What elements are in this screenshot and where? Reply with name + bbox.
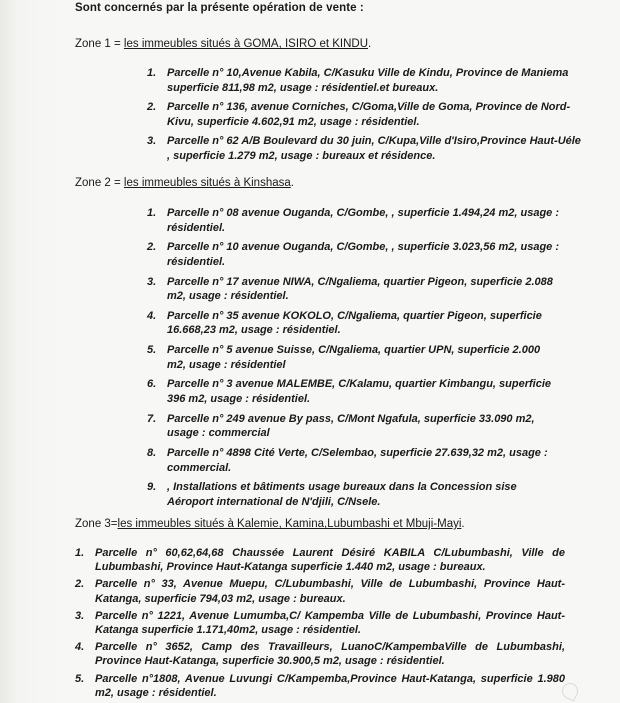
list-item bbox=[75, 609, 565, 637]
item-text: Parcelle n° 5 avenue Suisse, C/Ngaliema, quartier UPN, superficie 2.000 m2, usage : résidentiel bbox=[167, 344, 541, 371]
intro-heading: Sont concernés par la présente opération de vente : bbox=[75, 2, 364, 14]
zone-3-title: les immeubles situés à Kalemie, Kamina,Lubumbashi et Mbuji-Mayi bbox=[117, 518, 462, 530]
list-item bbox=[147, 100, 587, 129]
list-item bbox=[75, 672, 565, 700]
item-text: Parcelle n° 10 avenue Ouganda, C/Gombe, , superficie 3.023,56 m2, usage : résidentiel. bbox=[167, 241, 560, 268]
list-item bbox=[147, 343, 562, 372]
zone-2-suffix: . bbox=[290, 177, 294, 189]
item-number: 1. bbox=[75, 547, 85, 559]
list-item bbox=[147, 309, 562, 338]
item-number: 2. bbox=[147, 241, 157, 254]
item-text: Parcelle n° 1221, Avenue Lumumba,C/ Kampemba Ville de Lubumbashi, Province Haut-Katanga superficie 1.171,40m2, usage : résidentiel. bbox=[95, 609, 565, 637]
item-text: Parcelle n° 17 avenue NIWA, C/Ngaliema, quartier Pigeon, superficie 2.088 m2, usage : résidentiel. bbox=[167, 275, 553, 303]
list-item bbox=[75, 577, 565, 605]
item-number: 2. bbox=[75, 578, 85, 591]
item-number: 5. bbox=[147, 344, 157, 357]
item-number: 1. bbox=[147, 67, 157, 79]
zone-2-heading bbox=[75, 177, 294, 189]
item-text: Parcelle n° 3652, Camp des Travailleurs, LuanoC/KampembaVille de Lubumbashi, Province Haut-Katanga, superficie 30.900,5 m2, usage : résidentiel. bbox=[95, 641, 565, 668]
item-text: , Installations et bâtiments usage bureaux dans la Concession sise Aéroport international de N'djili, C/Nsele. bbox=[167, 481, 517, 508]
list-item bbox=[147, 377, 562, 406]
item-number: 3. bbox=[147, 135, 157, 147]
item-text: Parcelle n° 4898 Cité Verte, C/Selembao, superficie 27.639,32 m2, usage : commercial. bbox=[167, 447, 548, 474]
zone-1-heading bbox=[75, 38, 371, 50]
item-number: 6. bbox=[147, 378, 157, 391]
item-number: 4. bbox=[75, 641, 85, 654]
list-item bbox=[147, 240, 562, 269]
list-item bbox=[147, 412, 562, 441]
item-text: Parcelle n° 62 A/B Boulevard du 30 juin, C/Kupa,Ville d'Isiro,Province Haut-Uéle , superficie 1.279 m2, usage : bureaux et résidence. bbox=[167, 135, 581, 162]
item-number: 2. bbox=[147, 101, 157, 113]
zone-1-title: les immeubles situés à GOMA, ISIRO et KINDU bbox=[123, 38, 369, 50]
zone-1-list bbox=[147, 66, 587, 168]
item-number: 4. bbox=[147, 309, 157, 322]
item-number: 8. bbox=[147, 447, 157, 460]
zone-1-suffix: . bbox=[368, 38, 372, 50]
list-item bbox=[75, 546, 565, 574]
item-text: Parcelle n°1808, Avenue Luvungi C/Kampemba,Province Haut-Katanga, superficie 1.980 m2, usage : résidentiel. bbox=[95, 672, 565, 699]
item-text: Parcelle n° 136, avenue Corniches, C/Goma,Ville de Goma, Province de Nord-Kivu, superficie 4.602,91 m2, usage : résidentiel. bbox=[167, 101, 571, 128]
item-text: Parcelle n° 08 avenue Ouganda, C/Gombe, , superficie 1.494,24 m2, usage : résidentiel. bbox=[167, 207, 560, 234]
zone-3-suffix: . bbox=[461, 518, 465, 530]
list-item bbox=[147, 480, 562, 509]
list-item bbox=[147, 134, 587, 163]
zone-3-heading bbox=[75, 518, 465, 530]
item-number: 9. bbox=[147, 481, 157, 494]
list-item bbox=[147, 66, 587, 95]
zone-2-label: Zone 2 = bbox=[75, 177, 124, 189]
item-text: Parcelle n° 10,Avenue Kabila, C/Kasuku Ville de Kindu, Province de Maniema superficie 811,98 m2, usage : résidentiel.et bureaux. bbox=[167, 67, 569, 94]
zone-1-label: Zone 1 = bbox=[75, 38, 124, 50]
item-text: Parcelle n° 3 avenue MALEMBE, C/Kalamu, quartier Kimbangu, superficie 396 m2, usage : résidentiel. bbox=[167, 378, 552, 405]
item-number: 5. bbox=[75, 672, 85, 685]
zone-3-list bbox=[75, 546, 565, 703]
zone-2-title: les immeubles situés à Kinshasa bbox=[123, 177, 291, 189]
item-number: 1. bbox=[147, 207, 157, 219]
list-item bbox=[147, 275, 562, 304]
list-item bbox=[147, 206, 562, 235]
zone-3-label: Zone 3= bbox=[75, 518, 118, 530]
item-number: 3. bbox=[147, 275, 157, 288]
item-number: 7. bbox=[147, 412, 157, 425]
zone-2-list bbox=[147, 206, 562, 515]
item-text: Parcelle n° 249 avenue By pass, C/Mont Ngafula, superficie 33.090 m2, usage : commercial bbox=[167, 412, 535, 440]
item-number: 3. bbox=[75, 609, 85, 622]
item-text: Parcelle n° 33, Avenue Muepu, C/Lubumbashi, Ville de Lubumbashi, Province Haut-Katanga, superficie 794,03 m2, usage : bureaux. bbox=[95, 578, 565, 605]
item-text: Parcelle n° 60,62,64,68 Chaussée Laurent Désiré KABILA C/Lubumbashi, Ville de Lubumbashi, Province Haut-Katanga superficie 1.440 m2, usage : bureaux. bbox=[95, 547, 565, 574]
list-item bbox=[147, 446, 562, 475]
list-item bbox=[75, 640, 565, 668]
item-text: Parcelle n° 35 avenue KOKOLO, C/Ngaliema, quartier Pigeon, superficie 16.668,23 m2, usage : résidentiel. bbox=[167, 309, 542, 337]
